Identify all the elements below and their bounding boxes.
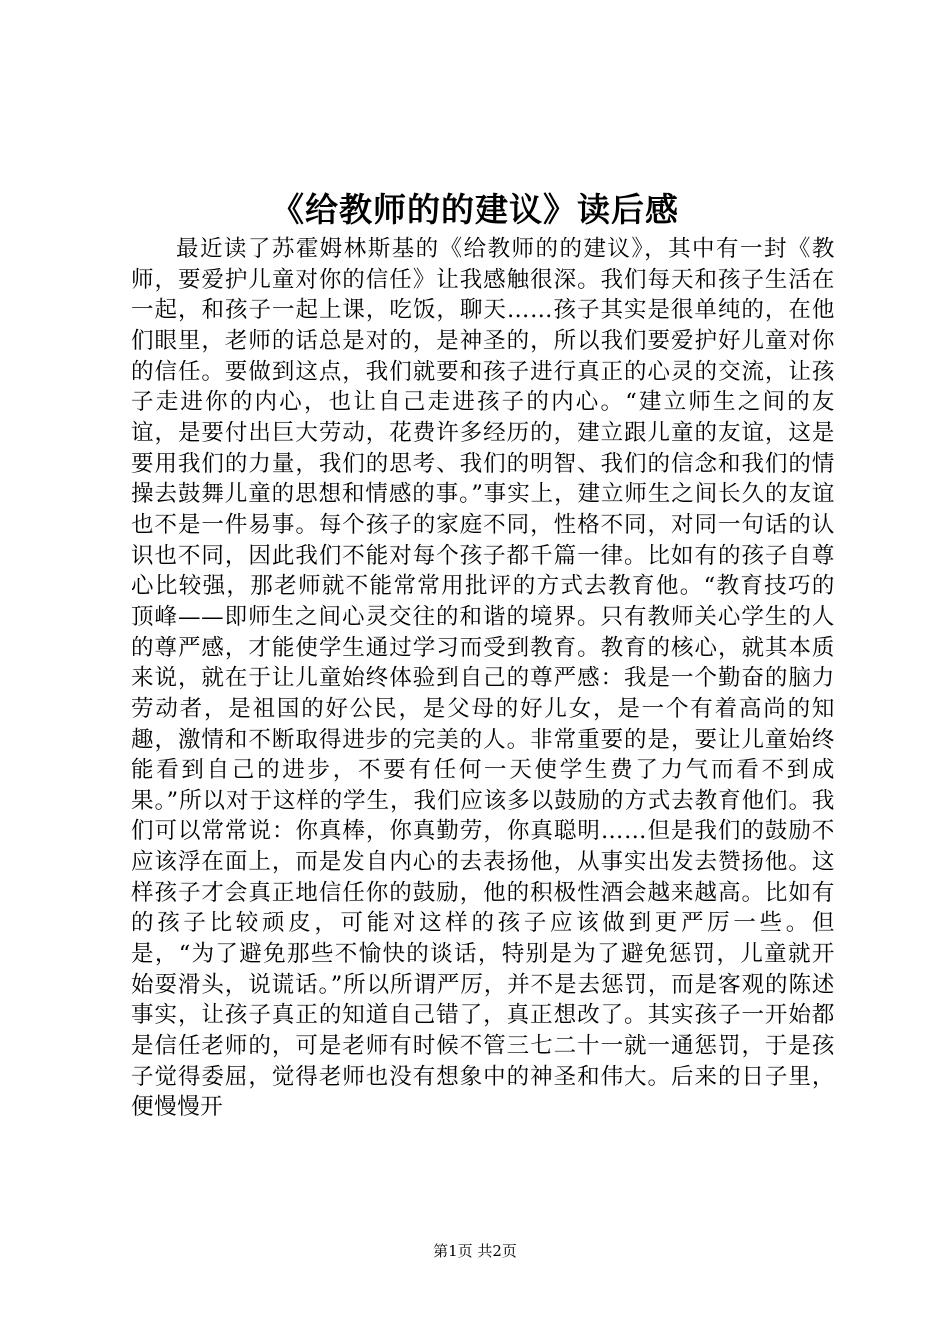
- page-footer: 第1页 共2页: [433, 1242, 517, 1260]
- body-paragraph: 最近读了苏霍姆林斯基的《给教师的的建议》，其中有一封《教师，要爱护儿童对你的信任》让我感触很深。我们每天和孩子生活在一起，和孩子一起上课，吃饭，聊天……孩子其实是很单纯的，在他们眼里，老师的话总是对的，是神圣的，所以我们要爱护好儿童对你的信任。要做到这点，我们就要和孩子进行真正的心灵的交流，让孩子走进你的内心，也让自己走进孩子的内心。“建立师生之间的友谊，是要付出巨大劳动，花费许多经历的，建立跟儿童的友谊，这是要用我们的力量，我们的思考、我们的明智、我们的信念和我们的情操去鼓舞儿童的思想和情感的事。”事实上，建立师生之间长久的友谊也不是一件易事。每个孩子的家庭不同，性格不同，对同一句话的认识也不同，因此我们不能对每个孩子都千篇一律。比如有的孩子自尊心比较强，那老师就不能常常用批评的方式去教育他。“教育技巧的顶峰——即师生之间心灵交往的和谐的境界。只有教师关心学生的人的尊严感，才能使学生通过学习而受到教育。教育的核心，就其本质来说，就在于让儿童始终体验到自己的尊严感：我是一个勤奋的脑力劳动者，是祖国的好公民，是父母的好儿女，是一个有着高尚的知趣，激情和不断取得进步的完美的人。非常重要的是，要让儿童始终能看到自己的进步，不要有任何一天使学生费了力气而看不到成果。”所以对于这样的学生，我们应该多以鼓励的方式去教育他们。我们可以常常说：你真棒，你真勤劳，你真聪明……但是我们的鼓励不应该浮在面上，而是发自内心的去表扬他，从事实出发去赞扬他。这样孩子才会真正地信任你的鼓励，他的积极性酒会越来越高。比如有的孩子比较顽皮，可能对这样的孩子应该做到更严厉一些。但是，“为了避免那些不愉快的谈话，特别是为了避免惩罚，儿童就开始耍滑头，说谎话。”所以所谓严厉，并不是去惩罚，而是客观的陈述事实，让孩子真正的知道自己错了，真正想改了。其实孩子一开始都是信任老师的，可是老师有时候不管三七二十一就一通惩罚，于是孩子觉得委屈，觉得老师也没有想象中的神圣和伟大。后来的日子里，便慢慢开: [131, 236, 835, 1121]
- document-title: 《给教师的的建议》读后感: [271, 190, 679, 229]
